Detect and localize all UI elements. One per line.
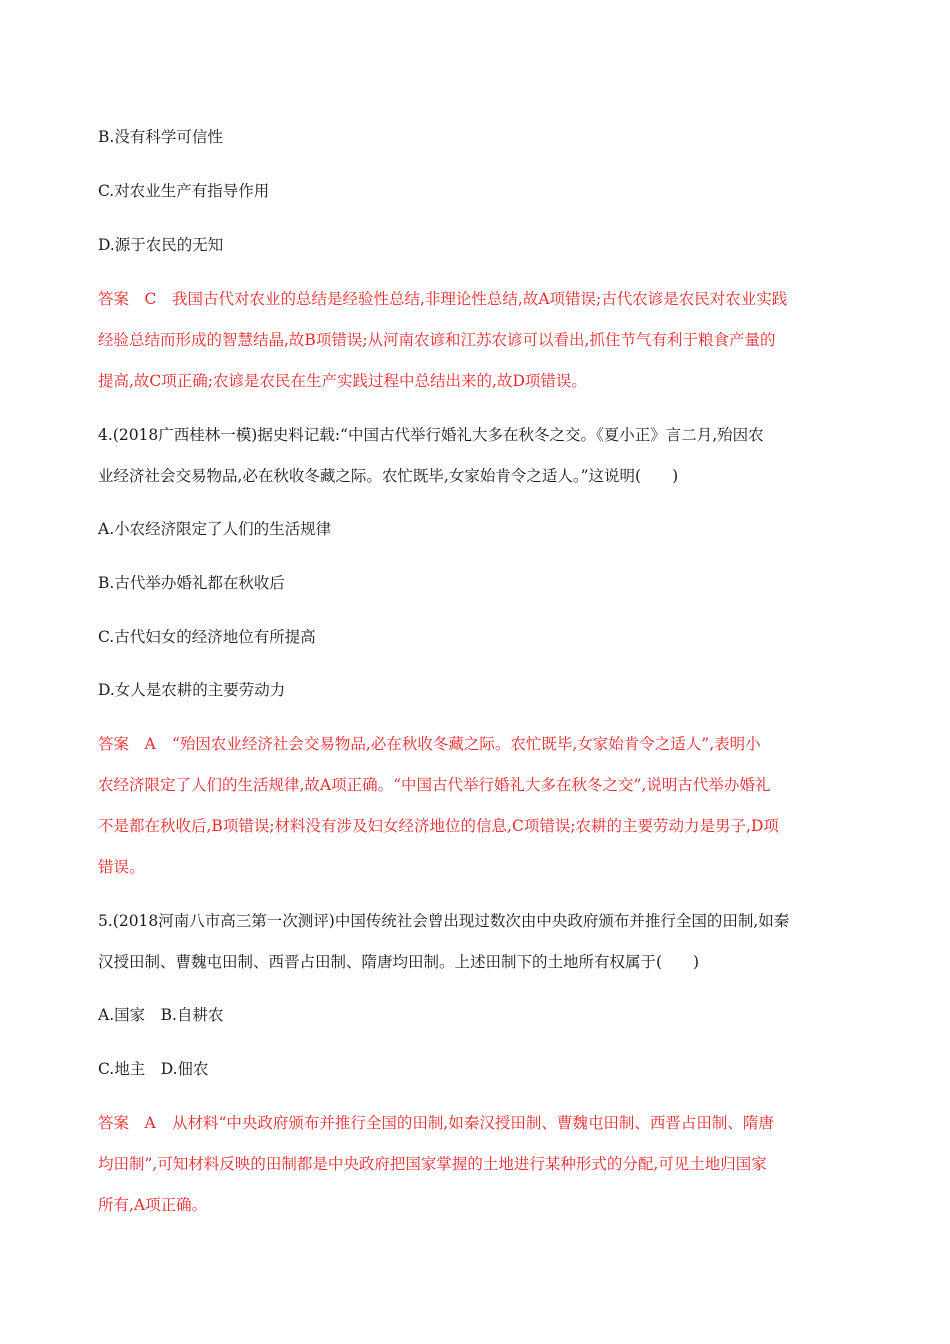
q4-stem-line-1: 4.(2018广西桂林一模)据史料记载:“中国古代举行婚礼大多在秋冬之交。《夏小正》言二月,殆因农 bbox=[98, 426, 764, 444]
q5-answer-text-1: 从材料“中央政府颁布并推行全国的田制,如秦汉授田制、曹魏屯田制、西晋占田制、隋唐 bbox=[172, 1114, 774, 1132]
q4-answer-letter: A bbox=[144, 735, 156, 753]
q5-options-row-1: A.国家 B.自耕农 bbox=[98, 1006, 224, 1024]
q3-option-c: C.对农业生产有指导作用 bbox=[98, 182, 270, 200]
q4-answer-line-1 bbox=[98, 734, 858, 754]
q3-answer-line-1 bbox=[98, 289, 858, 309]
q4-stem-line-2: 业经济社会交易物品,必在秋收冬藏之际。农忙既毕,女家始肯令之适人。”这说明( ) bbox=[98, 467, 679, 485]
q3-answer-line-3: 提高,故C项正确;农谚是农民在生产实践过程中总结出来的,故D项错误。 bbox=[98, 372, 587, 390]
q3-answer-text-1: 我国古代对农业的总结是经验性总结,非理论性总结,故A项错误;古代农谚是农民对农业实践 bbox=[172, 290, 788, 308]
q4-option-c: C.古代妇女的经济地位有所提高 bbox=[98, 628, 316, 646]
q4-option-a: A.小农经济限定了人们的生活规律 bbox=[98, 520, 332, 538]
q5-answer-label: 答案 A bbox=[98, 1114, 156, 1132]
q4-answer-line-3: 不是都在秋收后,B项错误;材料没有涉及妇女经济地位的信息,C项错误;农耕的主要劳动力是男子,D项 bbox=[98, 817, 779, 835]
q4-option-b: B.古代举办婚礼都在秋收后 bbox=[98, 574, 285, 592]
q3-answer-line-2: 经验总结而形成的智慧结晶,故B项错误;从河南农谚和江苏农谚可以看出,抓住节气有利于粮食产量的 bbox=[98, 331, 776, 349]
q4-answer-text-1: “殆因农业经济社会交易物品,必在秋收冬藏之际。农忙既毕,女家始肯令之适人”,表明小 bbox=[172, 735, 761, 753]
q5-answer-line-1 bbox=[98, 1113, 858, 1133]
q5-answer-letter: A bbox=[144, 1114, 156, 1132]
q5-answer-line-2: 均田制”,可知材料反映的田制都是中央政府把国家掌握的土地进行某种形式的分配,可见土地归国家 bbox=[98, 1155, 767, 1173]
q4-answer-label: 答案 A bbox=[98, 735, 156, 753]
q5-stem-line-2: 汉授田制、曹魏屯田制、西晋占田制、隋唐均田制。上述田制下的土地所有权属于( ) bbox=[98, 953, 700, 971]
q3-answer-label: 答案 C bbox=[98, 290, 157, 308]
q4-answer-line-4: 错误。 bbox=[98, 858, 145, 876]
q4-option-d: D.女人是农耕的主要劳动力 bbox=[98, 681, 286, 699]
q5-answer-line-3: 所有,A项正确。 bbox=[98, 1196, 208, 1214]
q3-option-b: B.没有科学可信性 bbox=[98, 128, 223, 146]
q3-option-d: D.源于农民的无知 bbox=[98, 236, 224, 254]
q5-stem-line-1: 5.(2018河南八市高三第一次测评)中国传统社会曾出现过数次由中央政府颁布并推行全国的田制,如秦 bbox=[98, 912, 790, 930]
q4-answer-line-2: 农经济限定了人们的生活规律,故A项正确。“中国古代举行婚礼大多在秋冬之交”,说明古代举办婚礼 bbox=[98, 776, 771, 794]
q3-answer-letter: C bbox=[144, 290, 157, 308]
q5-options-row-2: C.地主 D.佃农 bbox=[98, 1060, 209, 1078]
